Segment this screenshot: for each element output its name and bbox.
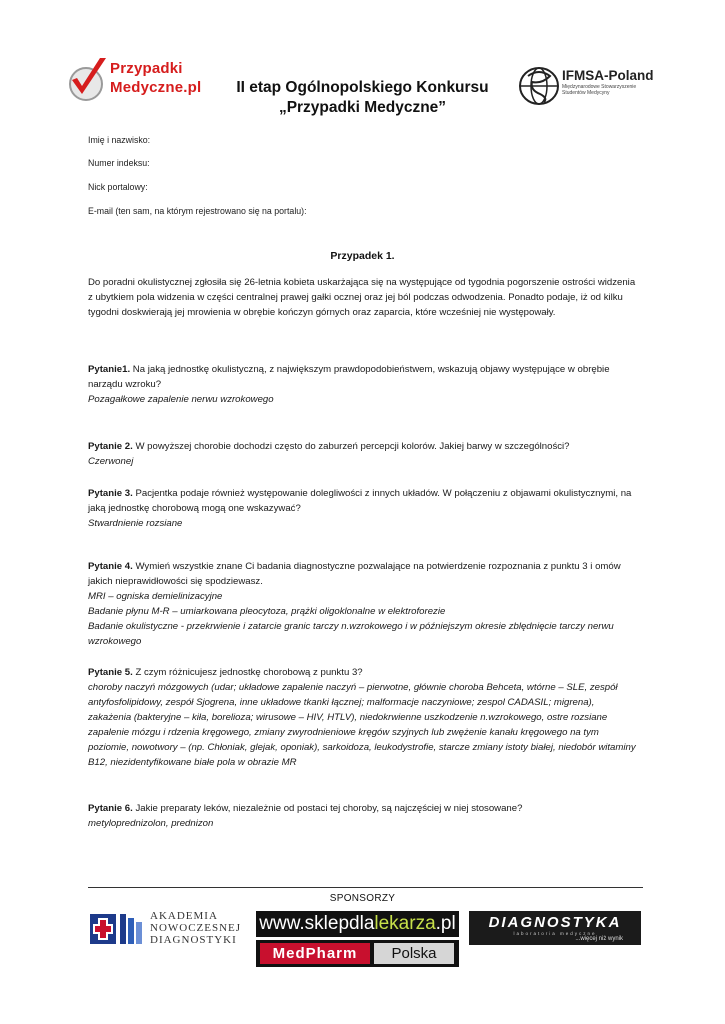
question-label: Pytanie 6. (88, 803, 133, 814)
sklep-dla-lekarza-logo[interactable] (256, 911, 459, 937)
question-text: Wymień wszystkie znane Ci badania diagnostyczne pozwalające na potwierdzenie rozpoznania z punktu 3 i omów jakich nieprawidłowości się spodziewasz. (88, 561, 621, 587)
question-3 (88, 486, 638, 531)
medpharm-polska-logo (256, 940, 459, 967)
answer: choroby naczyń mózgowych (udar; układowe zapalenie naczyń – pierwotne, głównie choroba Behceta, wtórne – SLE, zespół antyfosfolipidowy, zespół Sjogrena, inne układowe tkanki łącznej; malformacje naczyniowe; zespol CADASIL; migrena), zakażenia (bakteryjne – kiła, borelioza; wirusowe – HIV, HTLV), niedokrwienne uszkodzenie n.wzrokowego, ostre rozsiane zapalenie mózgu i rdzenia kręgowego, zmiany zwyrodnieniowe kręgów szyjnych lub zwężenie kanału kręgowego na tym poziomie, nowotwory – (np. Chłoniak, glejak, oponiak), sarkoidoza, leukodystrofie, starcze zmiany istoty białej, niedobór witaminy B12, niezidentyfikowane białe pola w obrazie MR (88, 682, 636, 768)
diagnostyka-subtitle: laboratoria medyczne (513, 931, 597, 936)
answer: metyloprednizolon, prednizon (88, 818, 214, 829)
polska-text: Polska (374, 943, 454, 964)
medpharm-text: MedPharm (260, 943, 370, 964)
akademia-line2: NOWOCZESNEJ (150, 922, 242, 934)
question-1 (88, 362, 638, 407)
ifmsa-subtitle-line1: Międzynarodowe Stowarzyszenie (562, 84, 637, 90)
question-text: Na jaką jednostkę okulistyczną, z największym prawdopodobieństwem, wskazują objawy występujące w obrębie narządu wzroku? (88, 364, 610, 390)
sklep-text-highlight: lekarza (374, 913, 436, 934)
ifmsa-subtitle (562, 84, 672, 96)
name-field-label: Imię i nazwisko: (88, 135, 151, 145)
title-line2: „Przypadki Medyczne” (278, 99, 447, 116)
email-field-label: E-mail (ten sam, na którym rejestrowano się na portalu): (88, 206, 307, 216)
ifmsa-subtitle-line2: Studentów Medycyny (562, 90, 610, 96)
question-label: Pytanie 5. (88, 667, 133, 678)
case-title: Przypadek 1. (330, 250, 395, 262)
question-5 (88, 665, 638, 770)
question-label: Pytanie 2. (88, 441, 133, 452)
diagnostyka-tagline: ...więcej niż wynik (575, 936, 623, 942)
question-text: Z czym różnicujesz jednostkę chorobową z punktu 3? (132, 667, 363, 678)
question-4 (88, 559, 638, 649)
title-line1: II etap Ogólnopolskiego Konkursu (236, 79, 489, 96)
nick-field-label: Nick portalowy: (88, 182, 148, 192)
question-label: Pytanie 3. (88, 488, 133, 499)
footer-divider (88, 887, 643, 888)
medical-cross-icon (88, 908, 148, 948)
przypadki-medyczne-logo (66, 54, 201, 106)
answer: MRI – ogniska demielinizacyjne (88, 591, 223, 602)
question-text: Pacjentka podaje również występowanie dolegliwości z innych układów. W połączeniu z objawami okulistycznymi, na jaką jednostkę chorobową mogą one wskazywać? (88, 488, 632, 514)
case-description: Do poradni okulistycznej zgłosiła się 26-letnia kobieta uskarżająca się na występujące od tygodnia pogorszenie ostrości widzenia z ubytkiem pola widzenia w części centralnej prawej gałki ocznej oraz jej ból podczas odwodzenia. Ponadto podaje, iż od kilku tygodni doskwierają jej mrowienia w obrębie kończyn górnych oraz zaparcia, które wcześniej nie występowały. (88, 277, 636, 318)
answer: Czerwonej (88, 456, 134, 467)
sklep-text-pre: www.sklepdla (259, 913, 375, 934)
answer: Badanie płynu M-R – umiarkowana pleocytoza, prążki oligoklonalne w elektroforezie (88, 606, 446, 617)
akademia-logo (88, 908, 148, 948)
akademia-line3: DIAGNOSTYKI (150, 934, 237, 946)
akademia-text (150, 910, 241, 946)
checkmark-logo-icon (66, 54, 110, 106)
answer: Stwardnienie rozsiane (88, 518, 183, 529)
index-field-label: Numer indeksu: (88, 158, 150, 168)
diagnostyka-logo (469, 911, 641, 945)
question-label: Pytanie1. (88, 364, 131, 375)
page-title (230, 78, 495, 118)
logo-text-line2: Medyczne.pl (110, 79, 202, 96)
answer: Badanie okulistyczne - przekrwienie i zatarcie granic tarczy n.wzrokowego i w późniejszym okresie zblędnięcie tarczy nerwu wzrokowego (88, 621, 614, 647)
logo-text-line1: Przypadki (110, 60, 183, 77)
question-text: W powyższej chorobie dochodzi często do zaburzeń percepcji kolorów. Jakiej barwy w szczególności? (132, 441, 570, 452)
question-6 (88, 801, 638, 831)
ifmsa-logo (518, 66, 678, 108)
ifmsa-name: IFMSA-Poland (562, 68, 654, 83)
globe-icon (518, 66, 560, 106)
diagnostyka-name: DIAGNOSTYKA (488, 914, 622, 931)
akademia-line1: AKADEMIA (150, 910, 218, 922)
question-2 (88, 439, 638, 469)
question-label: Pytanie 4. (88, 561, 133, 572)
sklep-text-post: .pl (435, 913, 456, 934)
question-text: Jakie preparaty leków, niezależnie od postaci tej choroby, są najczęściej w niej stosowane? (132, 803, 523, 814)
answer: Pozagałkowe zapalenie nerwu wzrokowego (88, 394, 274, 405)
sponsors-label: SPONSORZY (329, 893, 396, 904)
